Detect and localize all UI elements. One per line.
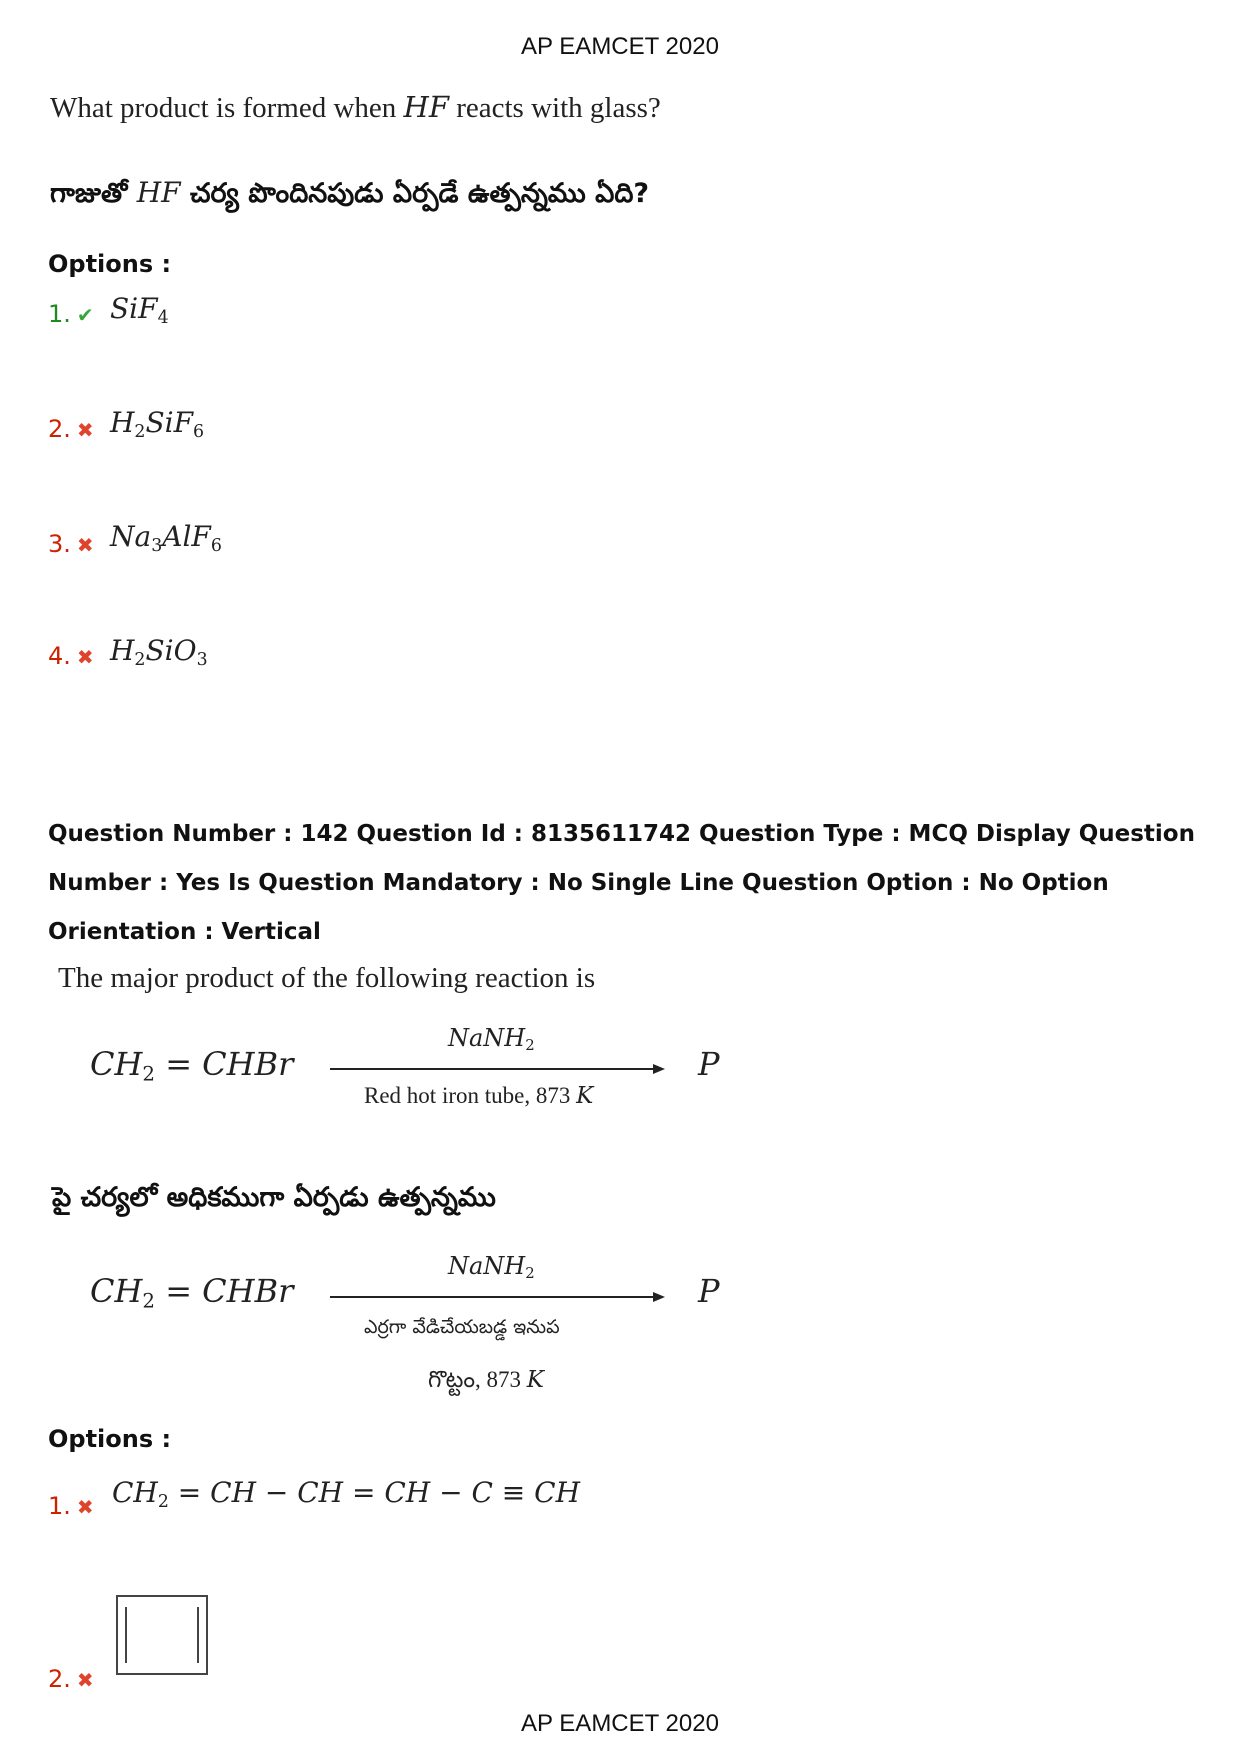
reaction-arrow <box>330 1068 655 1070</box>
reaction-arrow <box>330 1296 655 1298</box>
option-number: 1. <box>48 1492 71 1520</box>
reagent: NaNH$_2$ <box>448 1024 535 1055</box>
condition-text: గొట్టం, 873 <box>428 1367 527 1392</box>
option-number: 2. <box>48 415 71 443</box>
option-row[interactable] <box>48 1492 94 1520</box>
option-formula: $H_2SiO_3$ <box>110 634 208 670</box>
cross-icon: ✖ <box>76 1495 94 1519</box>
reaction-condition <box>364 1083 593 1109</box>
cross-icon: ✖ <box>76 418 94 442</box>
page-footer: AP EAMCET 2020 <box>521 1710 719 1737</box>
reactant: $CH_2$ = CHBr <box>90 1045 294 1086</box>
question-text-te <box>50 176 649 216</box>
option-row[interactable] <box>48 642 94 670</box>
meta-line: Orientation : Vertical <box>48 919 321 945</box>
meta-line: Question Number : 142 Question Id : 8135611742 Question Type : MCQ Display Question <box>48 821 1195 847</box>
question-te-pre: గాజుతో <box>50 178 137 209</box>
question-text-post: reacts with glass? <box>448 92 661 124</box>
option-formula: $H_2SiF_6$ <box>110 406 205 442</box>
option-number: 1. <box>48 300 71 328</box>
reaction-condition-line: ఎర్రగా వేడిచేయబడ్డ ఇనుప <box>364 1316 560 1338</box>
question-text-en: The major product of the following reaction is <box>58 962 596 994</box>
question-symbol: HF <box>403 90 449 124</box>
options-label: Options : <box>48 1425 172 1453</box>
reagent: NaNH$_2$ <box>448 1252 535 1283</box>
question-text-en <box>50 90 661 125</box>
reaction-condition-line <box>428 1367 544 1399</box>
option-row[interactable] <box>48 1665 94 1693</box>
cross-icon: ✖ <box>76 1668 94 1692</box>
condition-unit: K <box>526 1367 544 1393</box>
option-number: 3. <box>48 530 71 558</box>
option-formula: $CH_2$ = CH − CH = CH − C ≡ CH <box>112 1476 580 1512</box>
arrow-head-icon <box>653 1064 665 1074</box>
double-bond-line <box>197 1607 199 1663</box>
product: P <box>698 1272 720 1310</box>
condition-text: Red hot iron tube, 873 <box>364 1083 577 1108</box>
options-label: Options : <box>48 250 172 278</box>
option-row[interactable] <box>48 530 94 558</box>
double-bond-line <box>125 1607 127 1663</box>
page-header: AP EAMCET 2020 <box>521 33 719 60</box>
product: P <box>698 1045 720 1083</box>
arrow-head-icon <box>653 1292 665 1302</box>
meta-line: Number : Yes Is Question Mandatory : No Single Line Question Option : No Option <box>48 870 1109 896</box>
cyclobutadiene-structure-image <box>116 1595 208 1675</box>
question-te-symbol: HF <box>136 176 181 209</box>
option-row[interactable] <box>48 300 94 328</box>
condition-unit: K <box>576 1083 594 1109</box>
check-icon: ✔ <box>76 303 94 327</box>
option-row[interactable] <box>48 415 94 443</box>
option-number: 4. <box>48 642 71 670</box>
reactant: $CH_2$ = CHBr <box>90 1272 294 1313</box>
question-te-post: చర్య పొందినపుడు ఏర్పడే ఉత్పన్నము ఏది? <box>180 178 650 209</box>
question-text-te: పై చర్యలో అధికముగా ఏర్పడు ఉత్పన్నము <box>52 1182 496 1213</box>
option-number: 2. <box>48 1665 71 1693</box>
option-formula: $Na_3AlF_6$ <box>110 520 222 556</box>
cross-icon: ✖ <box>76 533 94 557</box>
option-formula: SiF$_4$ <box>110 292 169 328</box>
question-meta <box>48 810 1198 957</box>
cross-icon: ✖ <box>76 645 94 669</box>
question-text-pre: What product is formed when <box>50 92 404 124</box>
